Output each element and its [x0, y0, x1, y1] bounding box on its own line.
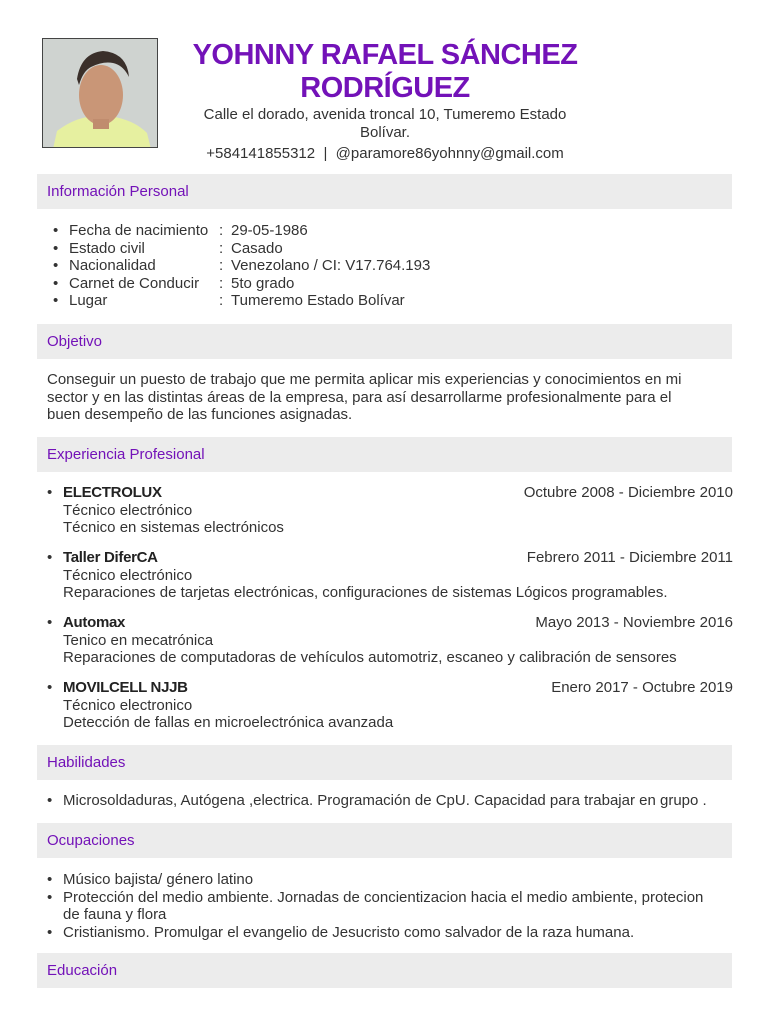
contact-info: +584141855312 | @paramore86yohnny@gmail.com: [206, 145, 564, 162]
company-name: • ELECTROLUX: [63, 484, 162, 501]
field-separator: :: [219, 274, 224, 292]
company-name: • MOVILCELL NJJB: [63, 679, 188, 696]
list-item: • Microsoldaduras, Autógena ,electrica. Programación de CpU. Capacidad para trabajar en grupo .: [63, 792, 733, 810]
job-description: Reparaciones de tarjetas electrónicas, configuraciones de sistemas Lógicos programables.: [63, 584, 668, 601]
job-role: Técnico electrónico: [63, 566, 193, 584]
section-title: Información Personal: [47, 183, 189, 200]
section-skills: [37, 745, 732, 780]
job-dates: Febrero 2011 - Diciembre 2011: [526, 549, 733, 566]
list-item: [69, 222, 430, 240]
experience-item: [63, 614, 733, 667]
job-role: Técnico electronico: [63, 696, 193, 714]
list-item: • Cristianismo. Promulgar el evangelio de Jesucristo como salvador de la raza humana.: [63, 924, 733, 942]
section-title: Experiencia Profesional: [47, 446, 205, 463]
field-separator: :: [219, 222, 224, 239]
objective-text: [47, 371, 727, 424]
job-description: Técnico en sistemas electrónicos: [63, 519, 284, 536]
section-title: Educación: [47, 962, 118, 979]
field-label: • Lugar: [69, 292, 108, 309]
list-item: [69, 292, 430, 310]
field-label: • Estado civil: [69, 239, 145, 257]
skills-list: [63, 792, 733, 810]
section-title: Ocupaciones: [47, 832, 135, 849]
list-item: [63, 889, 733, 924]
field-label: • Nacionalidad: [69, 257, 156, 274]
address-line-2: Bolívar.: [359, 124, 411, 141]
section-occupations: [37, 823, 732, 858]
job-role: Tenico en mecatrónica: [63, 631, 214, 649]
personal-info-list: [69, 222, 430, 310]
field-value: 5to grado: [231, 274, 295, 292]
experience-item: [63, 484, 733, 537]
field-separator: :: [219, 257, 224, 274]
job-role: Técnico electrónico: [63, 501, 193, 519]
address: [190, 106, 580, 142]
section-title: Objetivo: [47, 333, 103, 350]
experience-item: [63, 549, 733, 602]
field-label: • Fecha de nacimiento: [69, 222, 209, 239]
field-value: Tumeremo Estado Bolívar: [231, 292, 405, 309]
list-item-line: • Protección del medio ambiente. Jornadas de concientizacion hacia el medio ambiente, protecion: [63, 888, 704, 906]
list-item: • Músico bajista/ género latino: [63, 871, 733, 889]
list-item: [69, 257, 430, 275]
objective-line: sector y en las distintas áreas de la empresa, para así desarrollarme profesionalmente para el: [47, 388, 672, 406]
objective-line: Conseguir un puesto de trabajo que me permita aplicar mis experiencias y conocimientos en mi: [47, 371, 682, 388]
section-experience: [37, 437, 732, 472]
field-separator: :: [219, 292, 224, 309]
job-description: Reparaciones de computadoras de vehículos automotriz, escaneo y calibración de sensores: [63, 649, 677, 666]
list-item: [69, 240, 430, 258]
field-value: Venezolano / CI: V17.764.193: [231, 257, 431, 274]
section-title: Habilidades: [47, 754, 126, 771]
job-description: Detección de fallas en microelectrónica avanzada: [63, 714, 394, 731]
field-separator: :: [219, 239, 224, 257]
name-line-1: YOHNNY RAFAEL SÁNCHEZ: [192, 39, 578, 71]
field-value: 29-05-1986: [231, 222, 308, 239]
company-name: • Automax: [63, 614, 126, 631]
objective-line: buen desempeño de las funciones asignadas.: [47, 406, 353, 423]
section-education: [37, 953, 732, 988]
address-line-1: Calle el dorado, avenida troncal 10, Tumeremo Estado: [203, 106, 567, 123]
list-item: [69, 275, 430, 293]
job-dates: Mayo 2013 - Noviembre 2016: [535, 614, 733, 631]
job-dates: Enero 2017 - Octubre 2019: [551, 679, 733, 696]
field-value: Casado: [231, 239, 283, 257]
candidate-name: [180, 39, 590, 105]
profile-photo: [42, 38, 158, 148]
experience-item: [63, 679, 733, 732]
name-line-2: RODRÍGUEZ: [300, 72, 470, 104]
list-item-line: de fauna y flora: [63, 906, 167, 923]
section-personal-info: [37, 174, 732, 209]
field-label: • Carnet de Conducir: [69, 274, 200, 292]
job-dates: Octubre 2008 - Diciembre 2010: [523, 484, 733, 501]
section-objective: [37, 324, 732, 359]
company-name: • Taller DiferCA: [63, 549, 158, 566]
occupations-list: [63, 871, 733, 941]
